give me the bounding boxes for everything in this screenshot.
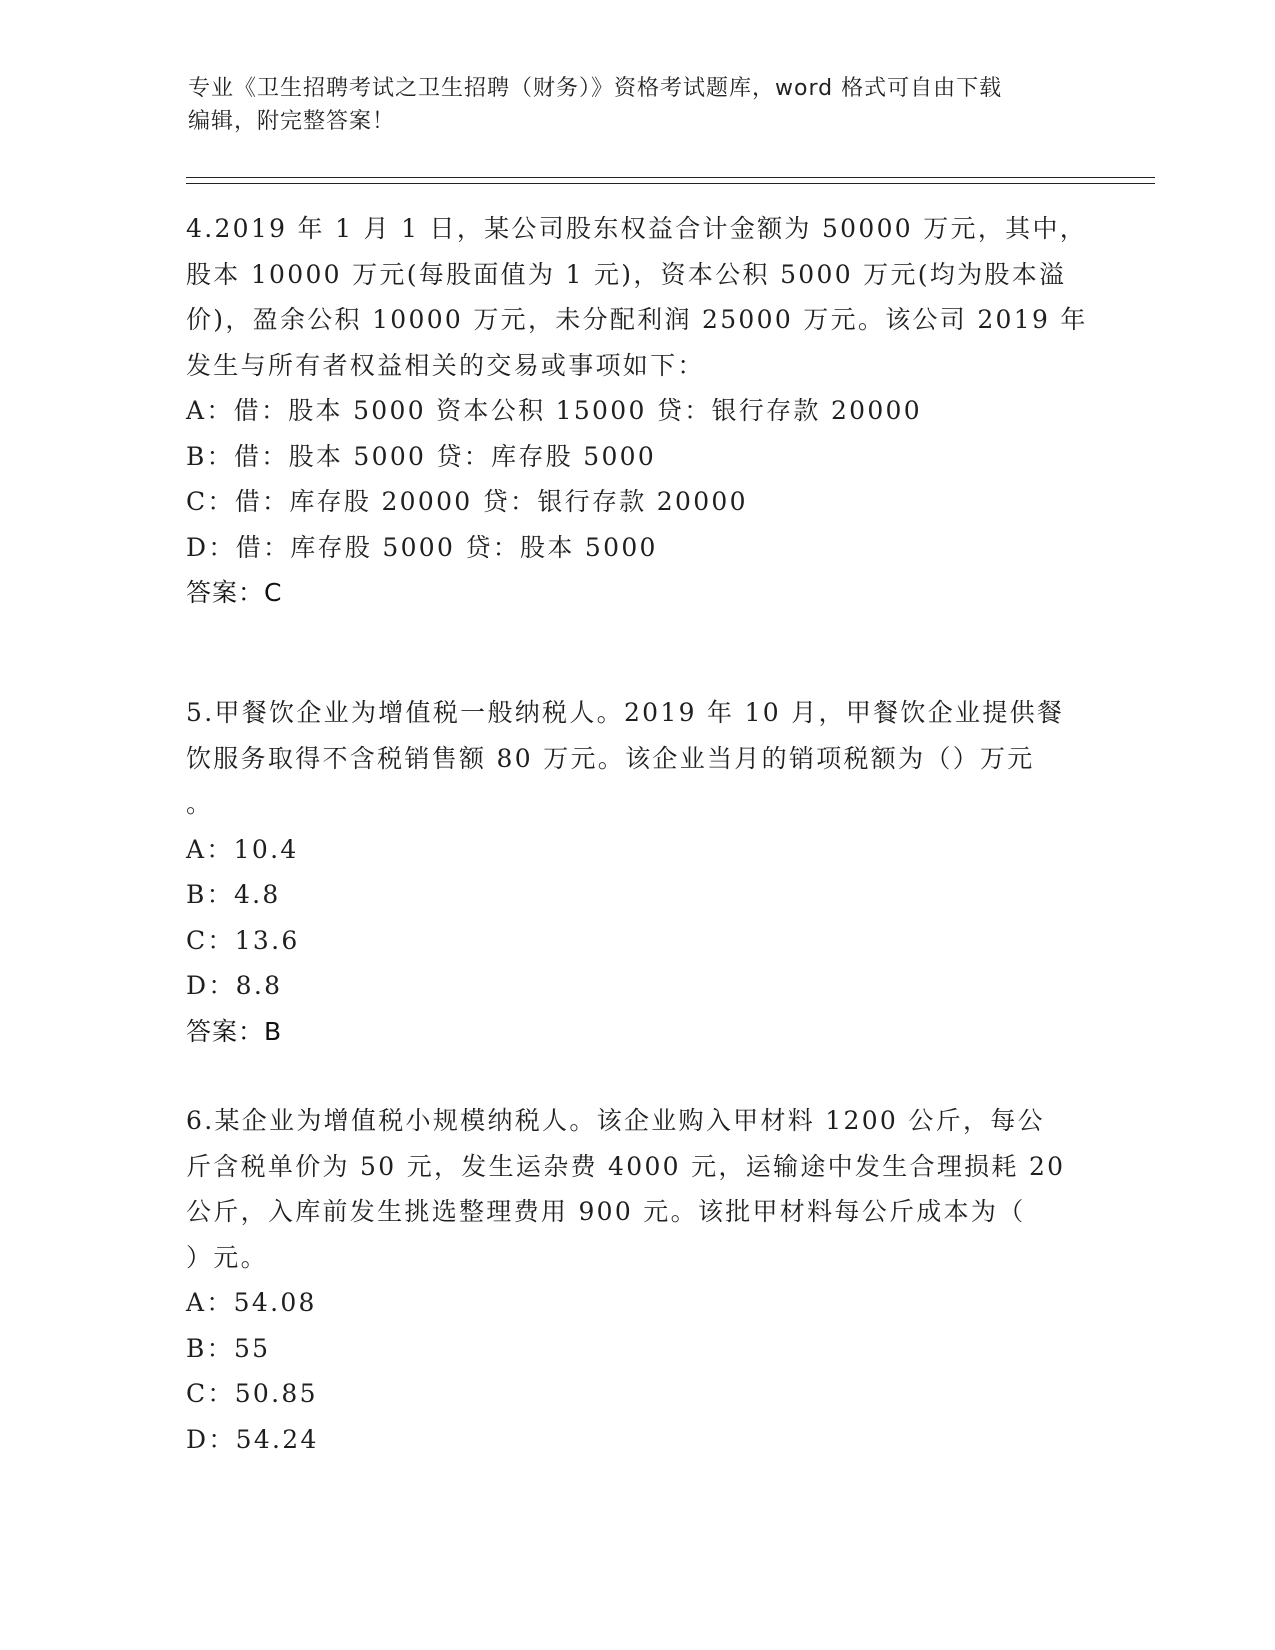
question-5 xyxy=(186,690,1086,1054)
option-a: A：10.4 xyxy=(186,834,299,864)
question-text-line: 6.某企业为增值税小规模纳税人。该企业购入甲材料 1200 公斤，每公 xyxy=(186,1106,1045,1135)
option-d: D：借：库存股 5000 贷：股本 5000 xyxy=(186,532,658,562)
document-header xyxy=(188,72,1088,138)
question-text-line: 斤含税单价为 50 元，发生运杂费 4000 元，运输途中发生合理损耗 20 xyxy=(186,1151,1066,1181)
question-text-line: 公斤，入库前发生挑选整理费用 900 元。该批甲材料每公斤成本为（ xyxy=(186,1197,1026,1226)
question-text-line: 饮服务取得不含税销售额 80 万元。该企业当月的销项税额为（）万元 xyxy=(186,743,1035,773)
question-text-line: 股本 10000 万元(每股面值为 1 元)，资本公积 5000 万元(均为股本溢 xyxy=(186,259,1067,289)
option-b: B：55 xyxy=(186,1333,271,1363)
question-text-line: 4.2019 年 1 月 1 日，某公司股东权益合计金额为 50000 万元，其中， xyxy=(186,214,1088,243)
question-text-line: 发生与所有者权益相关的交易或事项如下： xyxy=(186,350,705,380)
option-c: C：13.6 xyxy=(186,925,300,955)
option-d: D：8.8 xyxy=(186,971,283,1000)
answer-label: 答案：C xyxy=(186,578,283,607)
option-b: B：4.8 xyxy=(186,880,281,909)
option-a: A：借：股本 5000 资本公积 15000 贷：银行存款 20000 xyxy=(186,396,922,425)
header-divider-top xyxy=(186,177,1155,178)
question-6 xyxy=(186,1098,1086,1462)
question-text-line: ）元。 xyxy=(186,1242,268,1272)
header-divider-bottom xyxy=(186,183,1155,184)
option-c: C：借：库存股 20000 贷：银行存款 20000 xyxy=(186,487,748,516)
header-line-2: 编辑，附完整答案！ xyxy=(188,109,396,134)
question-4 xyxy=(186,206,1086,616)
header-line-1: 专业《卫生招聘考试之卫生招聘（财务）》资格考试题库，word 格式可自由下载 xyxy=(188,76,1003,101)
option-a: A：54.08 xyxy=(186,1288,317,1317)
answer-label: 答案：B xyxy=(186,1016,283,1046)
option-c: C：50.85 xyxy=(186,1379,318,1408)
question-text-line: 。 xyxy=(186,789,214,818)
option-d: D：54.24 xyxy=(186,1424,319,1454)
question-text-line: 5.甲餐饮企业为增值税一般纳税人。2019 年 10 月，甲餐饮企业提供餐 xyxy=(186,698,1065,727)
question-text-line: 价)，盈余公积 10000 万元，未分配利润 25000 万元。该公司 2019 年 xyxy=(186,305,1088,334)
option-b: B：借：股本 5000 贷：库存股 5000 xyxy=(186,441,657,471)
